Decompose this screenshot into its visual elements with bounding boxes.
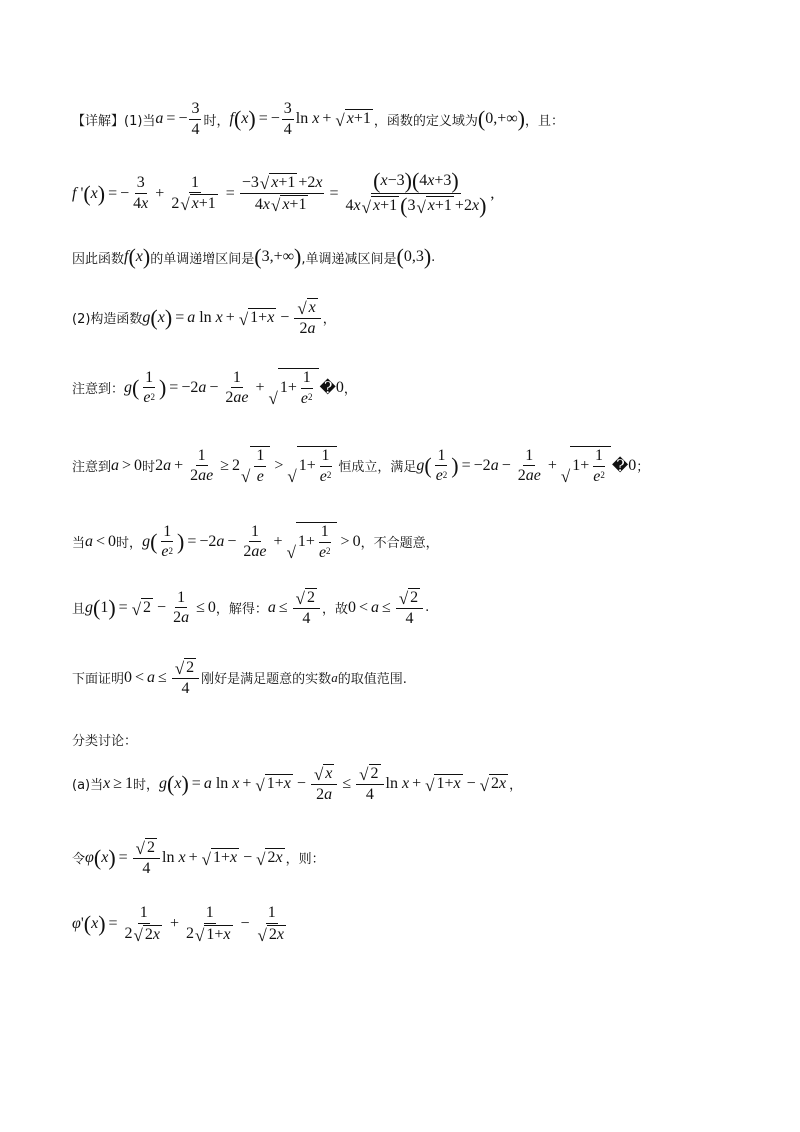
line-12: 令 φ ( x ) = √ 2 4 ln x + √ 1+ x − √ 2 x ，则：: [72, 839, 325, 878]
line-4: (2)构造函数 g ( x ) = a ln x + √ 1+ x − √ x 2 a ，: [72, 299, 336, 338]
line-13: φ ' ( x ) = 1 2 √ 2 x + 1 2 √ 1+ x − 1 √ 2 x: [72, 904, 284, 945]
line-5: 注意到： g ( 1 e 2 ) = −2 a − 1 2 ae + √ 1+ 1 e 2 � 0 ，: [72, 368, 357, 409]
line-10: 分类讨论：: [72, 734, 138, 749]
line-3: 因此函数 f ( x ) 的单调递增区间是 ( 3,+∞ ) ,单调递减区间是 ( 0,3 ) .: [72, 244, 436, 269]
formula-f-prime: f ' ( x ) = − 3 4 x + 1 2 √ x +1 = −3 √ x +1 +2 x 4 x √ x +1 = ( x −3 ) ( 4 x +3 ) 4 x √ x +1 ( 3 √ x +1 +2 x ) ,: [72, 168, 495, 218]
line-7: 当 a < 0 时， g ( 1 e 2 ) = −2 a − 1 2 ae + √ 1+ 1 e 2 > 0 ，不合题意，: [72, 522, 439, 563]
line-6: 注意到 a > 0 时 2 a + 1 2 ae ≥ 2 √ $\frac{1}{e}$ > √ 1+ 1 e 2 恒成立，满足 g ( 1 e 2 ) = −2 a − 1 2 ae + √ 1+ 1 e 2 � 0 ；: [72, 446, 650, 487]
line-8: 且 g ( 1 ) = √ 2 − 1 2 a ≤ 0 ，解得： a ≤ √ 2 4 ，故 0 < a ≤ √ 2 4 .: [72, 588, 430, 628]
formula-g: g ( x ) = a ln x + √ 1+ x − √ x 2 a: [142, 298, 322, 338]
formula-f: f ( x ) = − $\frac{3}{4}$ ln x + √ x +1: [229, 100, 371, 138]
formula-domain: ( 0,+∞ ): [477, 106, 525, 132]
line-1: 【详解】(1)当 a = − $\frac{3}{4}$ 时， f ( x ) = − $\frac{3}{4}$ ln x + √ x +1 ，函数的定义域为 ( 0,+∞ ) ，且：: [72, 100, 564, 138]
line-11: (a)当 x ≥ 1 时， g ( x ) = a ln x + √ 1+ x − √ x 2 a ≤ √ 2 4 ln x + √ 1+ x − √ 2 x ，: [72, 765, 523, 804]
formula-a-value: a = − $\frac{3}{4}$: [155, 100, 200, 138]
line-2: [72, 170, 494, 217]
line-9: 下面证明 0 < a ≤ √ 2 4 刚好是满足题意的实数 a 的取值范围.: [72, 659, 407, 698]
